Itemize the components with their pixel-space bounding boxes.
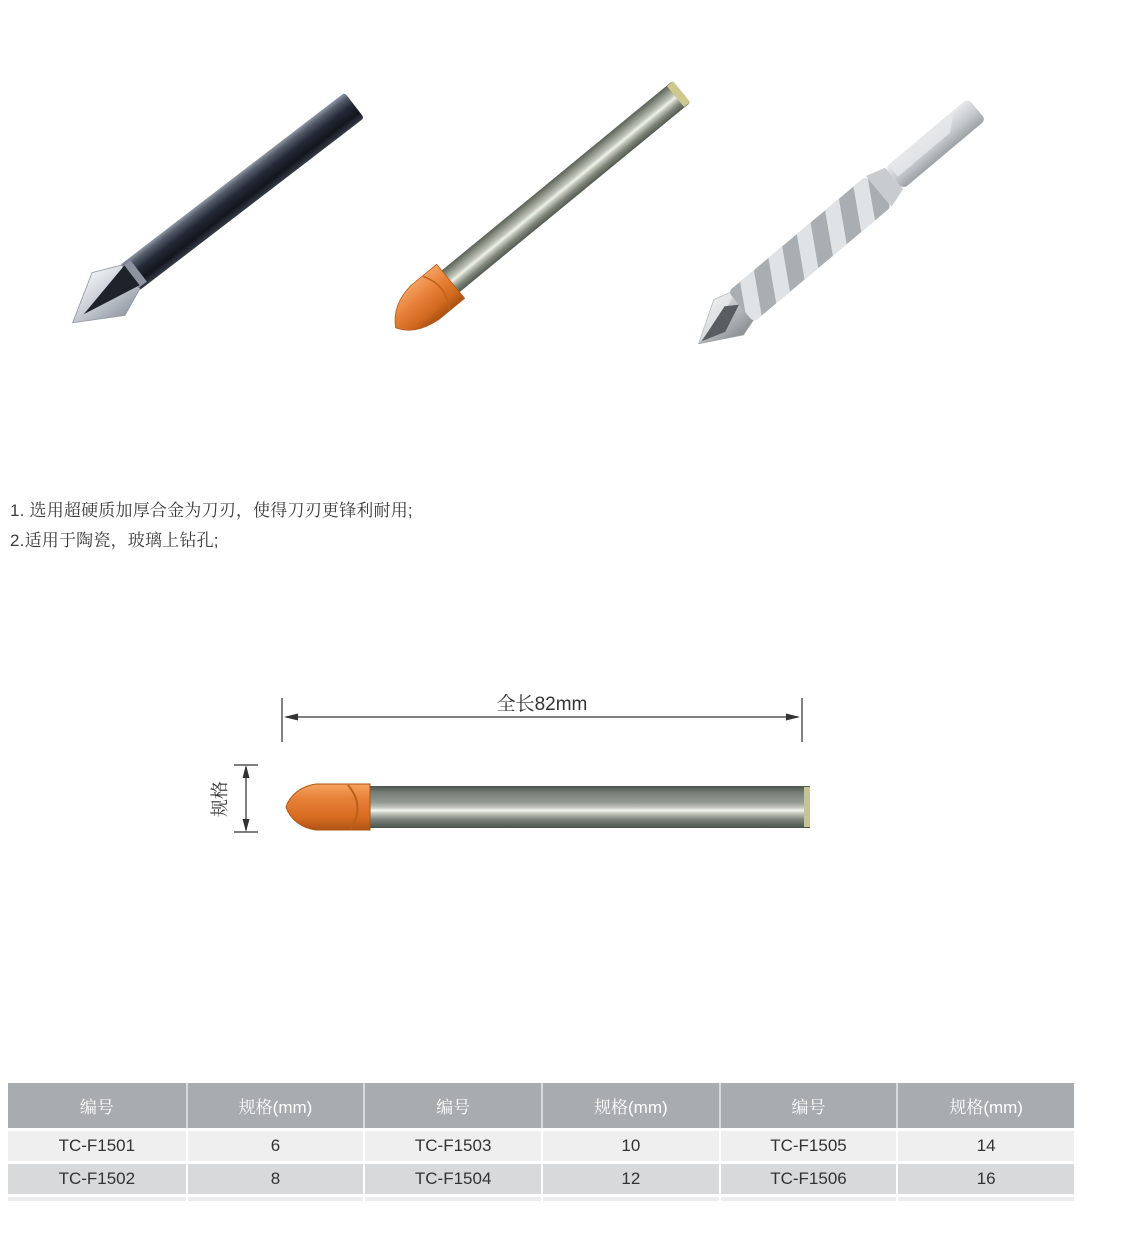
feature-line-1: 1. 选用超硬质加厚合金为刀刃，使得刀刃更锋利耐用; [10, 501, 413, 520]
diagram-bit-shaft [363, 786, 810, 828]
table-cell: TC-F1504 [363, 1164, 541, 1194]
length-arrow-left [284, 714, 298, 721]
table-cell: 8 [186, 1164, 364, 1194]
table-cell: 14 [896, 1131, 1074, 1161]
table-cell: TC-F1506 [719, 1164, 897, 1194]
table-row-sliver [8, 1197, 186, 1201]
table-cell: 12 [541, 1164, 719, 1194]
diagram-bit-shank-end [804, 787, 810, 827]
table-row-sliver [186, 1197, 364, 1201]
diameter-arrow-top [243, 765, 250, 778]
table-header-cell: 编号 [363, 1083, 541, 1128]
length-label: 全长82mm [496, 694, 588, 715]
bit3-spiral-flutes [718, 170, 897, 331]
glass-bit-spear-image [50, 80, 380, 350]
bit2-shaft [436, 82, 689, 297]
length-arrow-right [786, 714, 800, 721]
table-cell: TC-F1503 [363, 1131, 541, 1161]
table-cell: 10 [541, 1131, 719, 1161]
diagram-bit-image [286, 784, 810, 830]
table-cell: TC-F1505 [719, 1131, 897, 1161]
table-cell: TC-F1501 [8, 1131, 186, 1161]
feature-list [10, 496, 413, 556]
bit1-shaft [119, 93, 364, 291]
table-header-cell: 规格(mm) [896, 1083, 1074, 1128]
feature-line-2: 2.适用于陶瓷，玻璃上钻孔; [10, 531, 219, 550]
table-row-sliver [541, 1197, 719, 1201]
table-row-sliver [896, 1197, 1074, 1201]
table-header-cell: 规格(mm) [541, 1083, 719, 1128]
table-cell: 6 [186, 1131, 364, 1161]
table-header-cell: 编号 [719, 1083, 897, 1128]
diameter-arrow-bottom [243, 819, 250, 832]
table-row-sliver [363, 1197, 541, 1201]
table-header-cell: 规格(mm) [186, 1083, 364, 1128]
table-cell: 16 [896, 1164, 1074, 1194]
diameter-label: 规格 [210, 781, 230, 817]
glass-bit-orange-image [375, 70, 705, 345]
table-cell: TC-F1502 [8, 1164, 186, 1194]
spec-table [8, 1083, 1074, 1201]
table-header-cell: 编号 [8, 1083, 186, 1128]
masonry-bit-image [685, 90, 995, 360]
table-row-sliver [719, 1197, 897, 1201]
dimension-diagram [200, 680, 840, 860]
